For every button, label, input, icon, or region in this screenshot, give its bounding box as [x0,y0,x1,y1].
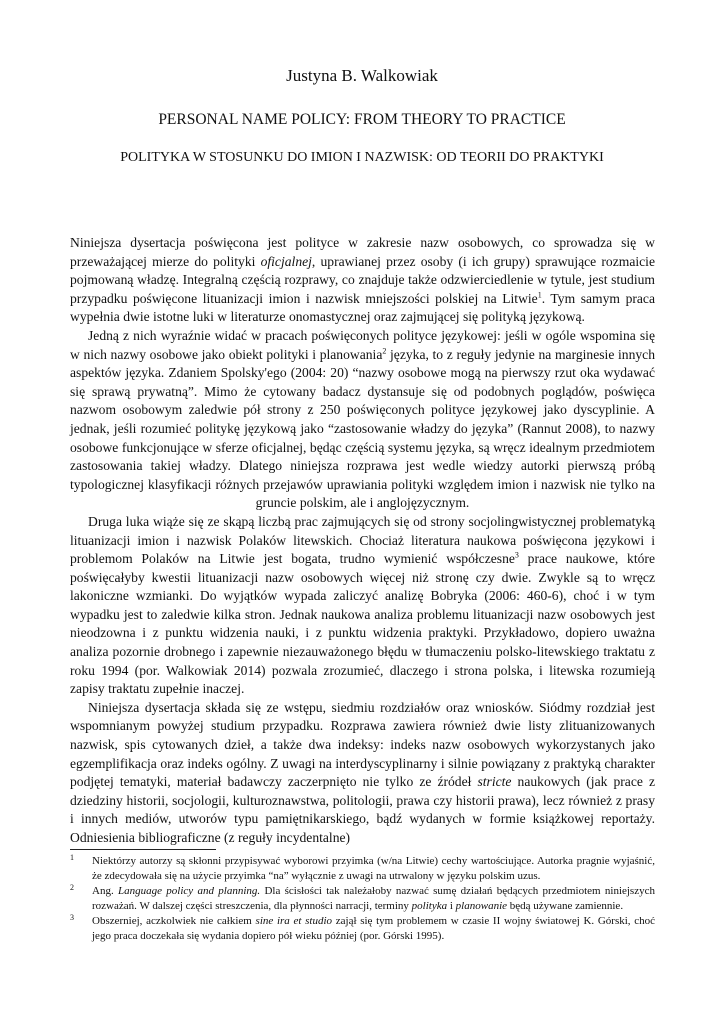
footnotes [70,854,655,945]
footnote-1: 1 Niektórzy autorzy są skłonni przypisywać wyborowi przyimka (w/na Litwie) cechy wartościujące. Autorka pragnie wyjaśnić, że zdecydowała się na użycie przyimka “na” wyłącznie z uwagi na utrwalony w języku polskim uzus. [70,853,655,882]
page-title: PERSONAL NAME POLICY: FROM THEORY TO PRACTICE [158,111,566,128]
footnote-ref-2[interactable]: 2 [382,346,387,356]
footnote-3: 3 Obszerniej, aczkolwiek nie całkiem sine ira et studio zajął się tym problemem w czasie II wojny światowej K. Górski, choć jego praca doczekała się wydania dopiero pół wieku później (por. Górski 1995). [70,913,656,942]
emphasis: stricte [477,774,512,790]
footnote-ref-3[interactable]: 3 [514,550,519,560]
footnote-number: 1 [70,853,74,862]
paragraph-1: Niniejsza dysertacja poświęcona jest polityce w zakresie nazw osobowych, co sprowadza się w przeważającej mierze do polityki oficjalnej, uprawianej przez osoby (i ich grupy) sprawujące rozmaicie pojmowaną władzę. Integralną częścią rozprawy, co znajduje także odzwierciedlenie w tytule, jest studium przypadku poświęcone lituanizacji imion i nazwisk mniejszości polskiej na Litwie$^1$. Tym samym praca wypełnia dwie istotne luki w literaturze onomastycznej oraz zajmującej się polityką językową. [70,235,655,325]
paragraph-2: Jedną z nich wyraźnie widać w pracach poświęconych polityce językowej: jeśli w ogóle wspomina się w nich nazwy osobowe jako obiekt polityki i planowania$^2$ języka, to z reguły jedynie na marginesie innych aspektów języka. Zdaniem Spolsky'ego (2004: 20) “nazwy osobowe mogą na pierwszy rzut oka wydawać się sprawą prywatną”. Mimo że cytowany badacz dystansuje się od podobnych poglądów, poświęca nazwom osobowym zaledwie pół strony z 250 poświęconych polityce językowej jako dyscyplinie. A jednak, jeśli rozumieć politykę językową jako “zastosowanie władzy do języka” (Rannut 2008), to nazwy osobowe funkcjonujące w sferze oficjalnej, będąc częścią systemu języka, są wręcz idealnym przedmiotem zastosowania takiej władzy. Dlatego niniejsza rozprawa jest wedle wiedzy autorki pierwszą próbą typologicznej klasyfikacji różnych przejawów uprawiania polityki względem imion i nazwisk nie tylko na gruncie polskim, ale i anglojęzycznym. [70,327,656,511]
footnote-number: 3 [70,913,74,923]
paragraph-4: Niniejsza dysertacja składa się ze wstępu, siedmiu rozdziałów oraz wniosków. Siódmy rozdział jest wspomnianym powyżej studium przypadku. Rozprawa zawiera również dwie listy zlituanizowanych nazwisk, spis cytowanych dzieł, a także dwa indeksy: indeks nazw osobowych wykorzystanych jako egzemplifikacja oraz indeks ogólny. Z uwagi na interdyscyplinarny i silnie powiązany z praktyką charakter podjętej tematyki, materiał badawczy zaczerpnięto nie tylko ze źródeł stricte naukowych (jak prace z dziedziny historii, socjologii, kulturoznawstwa, politologii, prawa czy historii prawa), lecz również z prasy i innych mediów, utworów typu pamiętnikarskiego, bądź wydanych w formie książkowej reportaży. Odniesienia bibliograficzne (z reguły incydentalne) [70,699,655,845]
footnote-number: 2 [70,883,74,893]
body-text [70,234,655,848]
paragraph-3: Druga luka wiąże się ze skąpą liczbą prac zajmujących się od strony socjolingwistycznej problematyką lituanizacji imion i nazwisk Polaków litewskich. Chociaż literatura naukowa poświęcona językowi i problemom Polaków na Litwie jest bogata, trudno wymienić współczesne$^3$ prace naukowe, które poświęcałyby kwestii lituanizacji nazw osobowych więcej niż stronę czy dwie. Zwykle są to wręcz lakoniczne wzmianki. Do wyjątków wypada zaliczyć analizę Bobryka (2006: 460-6), choć i w tym wypadku jest to zaledwie kilka stron. Jednak naukowa analiza problemu lituanizacji nazw osobowych jest nieodzowna i z punktu widzenia nauki, i z punktu widzenia praktyki. Przykładowo, dopiero uważna analiza pozornie drobnego i zapewnie niezauważonego błędu w tłumaczeniu polsko-litewskiego traktatu z roku 1994 (por. Walkowiak 2014) pozwala zrozumieć, dlaczego i strona polska, i litewska rozumieją zapisy traktatu zupełnie inaczej. [70,513,655,697]
author-name: Justyna B. Walkowiak [286,66,438,85]
footnote-ref-1[interactable]: 1 [537,290,542,300]
footnote-separator [70,849,216,850]
page-subtitle: POLITYKA W STOSUNKU DO IMION I NAZWISK: OD TEORII DO PRAKTYKI [120,150,604,165]
footnote-2: 2 Ang. Language policy and planning. Dla ścisłości tak należałoby nazwać sumę działań będących przedmiotem niniejszych rozważań. W dalszej części streszczenia, dla płynności narracji, terminy polityka i planowanie będą używane zamiennie. [70,883,655,912]
emphasis: oficjalnej [260,253,312,269]
